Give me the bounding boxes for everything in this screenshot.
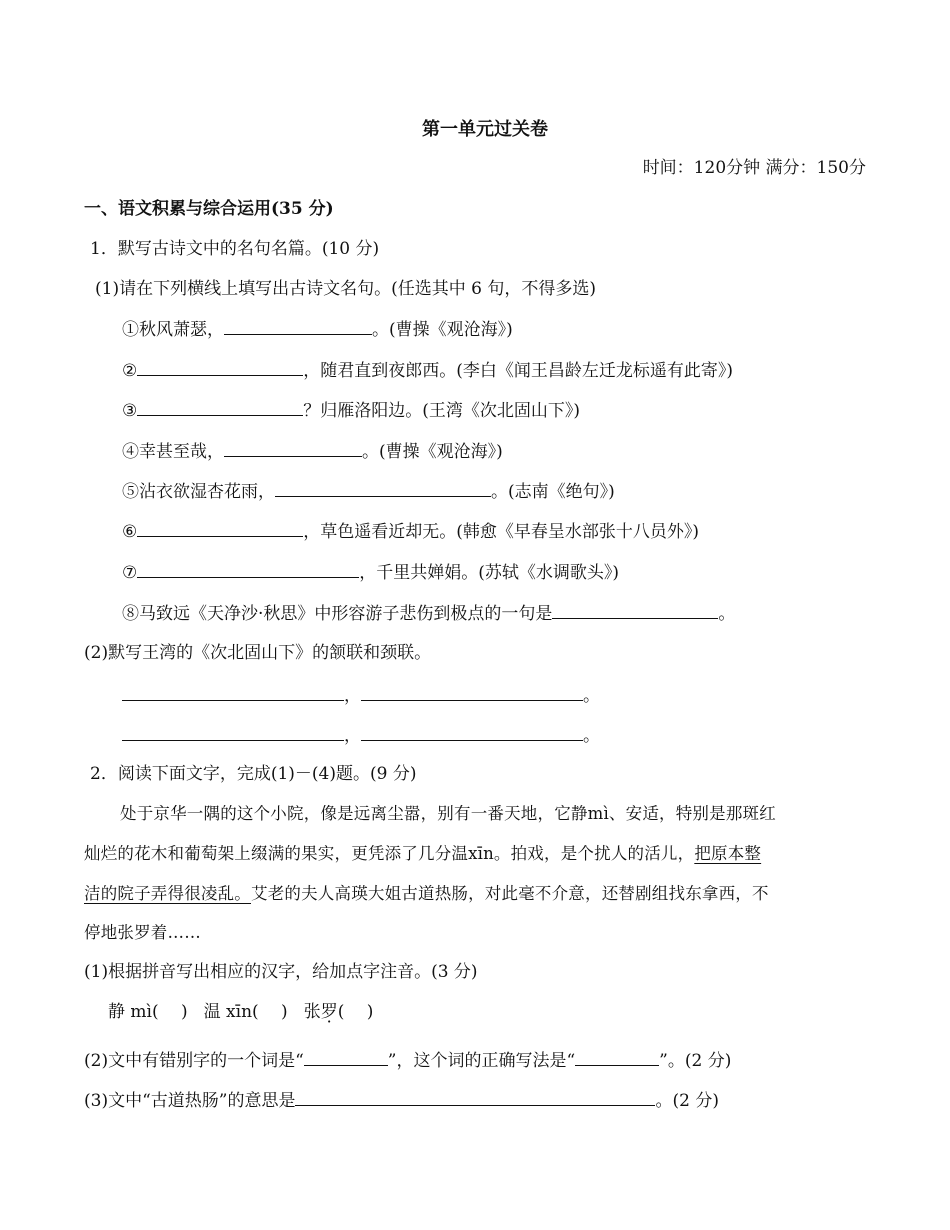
answer-blank[interactable] [304, 1048, 388, 1066]
answer-line-1 [122, 683, 600, 708]
question-2-sub-3 [84, 1088, 719, 1113]
underlined-sentence: 把原本整 [694, 844, 762, 863]
underlined-sentence: 洁的院子弄得很凌乱。 [84, 884, 251, 903]
period: 。 [583, 686, 600, 706]
poem-item-3 [122, 398, 580, 423]
answer-blank[interactable] [295, 1088, 655, 1106]
comma: ， [344, 726, 361, 746]
pinyin-items [108, 1000, 373, 1024]
sub-2-text: ”。(2 分) [659, 1051, 732, 1071]
answer-blank[interactable] [361, 683, 583, 701]
poem-item-source: ，草色遥看近却无。(韩愈《早春呈水部张十八员外》) [303, 522, 700, 542]
passage-text: 处于京华一隅的这个小院，像是远离尘嚣，别有一番天地，它静mì、安适，特别是那斑红 [120, 804, 776, 823]
poem-item-text: ⑥ [122, 522, 138, 542]
answer-blank[interactable] [575, 1048, 659, 1066]
dotted-character: 罗 [320, 1002, 338, 1022]
comma: ， [344, 686, 361, 706]
poem-item-source: 。 [718, 604, 736, 624]
poem-item-8 [122, 601, 735, 626]
sub-2-text: (2)文中有错别字的一个词是“ [84, 1051, 304, 1071]
poem-item-text: ⑦ [122, 563, 138, 583]
poem-item-text: ①秋风萧瑟， [122, 320, 224, 340]
poem-item-5 [122, 479, 615, 504]
pinyin-item-2: 温 xīn( ) [203, 1002, 288, 1022]
pinyin-item-3-blank: ( ) [337, 1002, 374, 1022]
answer-blank[interactable] [224, 317, 372, 335]
passage-text: 停地张罗着…… [84, 923, 201, 942]
section-heading: 一、语文积累与综合运用(35 分) [84, 199, 334, 219]
answer-blank[interactable] [361, 723, 583, 741]
passage-line-2 [84, 842, 874, 866]
answer-blank[interactable] [224, 439, 362, 457]
poem-item-source: ，千里共婵娟。(苏轼《水调歌头》) [359, 563, 620, 583]
poem-item-source: 。(曹操《观沧海》) [372, 320, 513, 340]
poem-item-text: ⑤沾衣欲湿杏花雨， [122, 482, 275, 502]
passage-text: 灿烂的花木和葡萄架上缀满的果实，更凭添了几分温xīn。拍戏，是个扰人的活儿， [84, 844, 695, 863]
sub-2-text: ”，这个词的正确写法是“ [387, 1051, 576, 1071]
exam-meta: 时间：120分钟 满分：150分 [642, 158, 866, 178]
passage-line-4 [84, 921, 874, 945]
answer-blank[interactable] [275, 479, 491, 497]
question-2-sub-1: (1)根据拼音写出相应的汉字，给加点字注音。(3 分) [84, 962, 478, 982]
question-1-stem: 1．默写古诗文中的名句名篇。(10 分) [90, 239, 380, 259]
answer-blank[interactable] [122, 683, 344, 701]
poem-item-source: 。(志南《绝句》) [491, 482, 615, 502]
pinyin-item-3-char: 张 [303, 1002, 321, 1022]
poem-item-source: ，随君直到夜郎西。(李白《闻王昌龄左迁龙标遥有此寄》) [303, 361, 734, 381]
answer-line-2 [122, 723, 600, 748]
poem-item-text: ② [122, 361, 138, 381]
answer-blank[interactable] [137, 519, 303, 537]
passage-line-1 [120, 802, 910, 826]
answer-blank[interactable] [137, 560, 359, 578]
answer-blank[interactable] [122, 723, 344, 741]
period: 。 [583, 726, 600, 746]
question-1-part-1: (1)请在下列横线上填写出古诗文名句。(任选其中 6 句，不得多选) [95, 279, 596, 299]
answer-blank[interactable] [137, 358, 303, 376]
sub-3-text: 。(2 分) [655, 1091, 719, 1111]
poem-item-text: ⑧马致远《天净沙·秋思》中形容游子悲伤到极点的一句是 [122, 604, 553, 624]
poem-item-4 [122, 439, 503, 464]
poem-item-2 [122, 358, 733, 383]
poem-item-text: ③ [122, 401, 138, 421]
answer-blank[interactable] [137, 398, 303, 416]
answer-blank[interactable] [552, 601, 718, 619]
question-1-part-2: (2)默写王湾的《次北固山下》的颔联和颈联。 [84, 643, 432, 663]
pinyin-item-1: 静 mì( ) [108, 1002, 188, 1022]
passage-line-3 [84, 882, 874, 906]
sub-3-text: (3)文中“古道热肠”的意思是 [84, 1091, 296, 1111]
page-title: 第一单元过关卷 [422, 119, 548, 140]
poem-item-source: ？归雁洛阳边。(王湾《次北固山下》) [303, 401, 581, 421]
question-2-stem: 2．阅读下面文字，完成(1)－(4)题。(9 分) [90, 764, 417, 784]
poem-item-text: ④幸甚至哉， [122, 442, 224, 462]
poem-item-6 [122, 519, 699, 544]
poem-item-7 [122, 560, 619, 585]
poem-item-source: 。(曹操《观沧海》) [362, 442, 503, 462]
passage-text: 艾老的夫人高瑛大姐古道热肠，对此毫不介意，还替剧组找东拿西，不 [251, 884, 769, 903]
question-2-sub-2 [84, 1048, 731, 1073]
poem-item-1 [122, 317, 513, 342]
